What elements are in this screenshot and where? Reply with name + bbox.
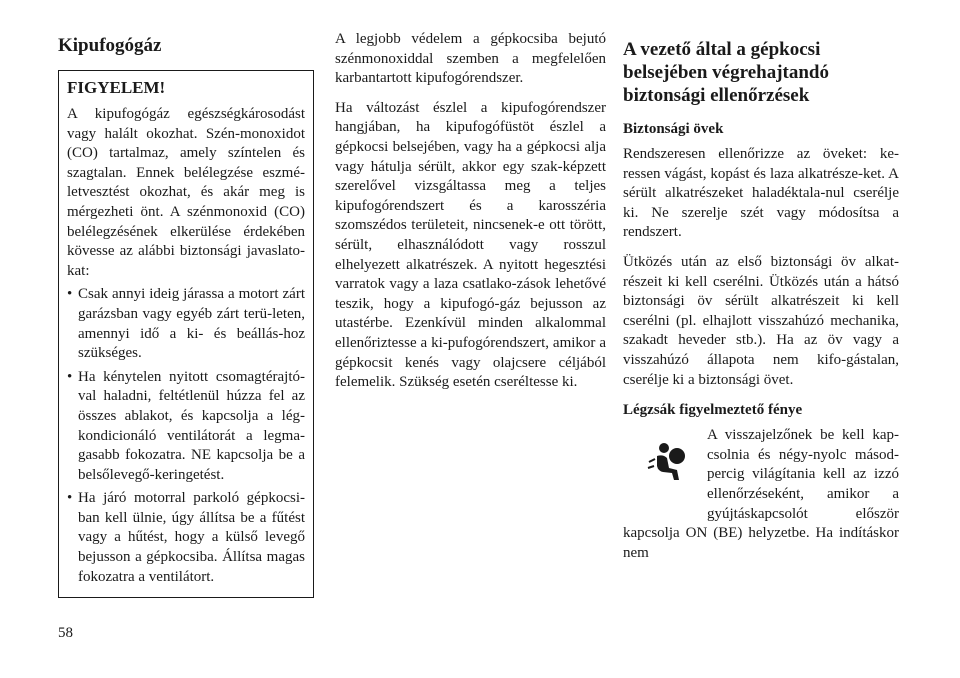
section-title-exhaust: Kipufogógáz — [58, 35, 162, 56]
airbag-paragraph: A visszajelzőnek be kell kap-csolnia és négy-nyolc másod-percig világítania kell az izzó ellenőrzéseként, amikor a gyújtáskapcsolót először kapcsolja ON (BE) helyzetbe. Ha indításkor nem — [623, 427, 899, 561]
paragraph: Rendszeresen ellenőrizze az öveket: ke-ressen vágást, kopást és laza alkatrésze-ket. A sérült alkatrészeket haladéktala-nul cserélje ki. Ne szerelje szét vagy módosítsa a rendszert. — [623, 146, 899, 241]
section-title-driver-checks: A vezető által a gépkocsi belsejében végrehajtandó biztonsági ellenőrzések — [623, 39, 829, 106]
warning-list — [67, 285, 305, 587]
paragraph: A legjobb védelem a gépkocsiba bejutó szénmonoxiddal szemben a megfelelően karbantartott kipufogórendszer. — [335, 31, 606, 87]
airbag-warning-icon — [623, 428, 707, 508]
warning-bullet: • Csak annyi ideig járassa a motort zárt garázsban vagy egyéb zárt terü-leten, amennyi idő a ki- és beállás-hoz szükséges. — [67, 285, 305, 363]
paragraph: Ha változást észlel a kipufogórendszer hangjában, ha kipufogófüstöt észlel a gépkocsi belsejében, vagy ha a gépkocsi alja vagy hátulja sérült, akkor egy szak-képzett szerelővel vizsgáltassa meg a teljes kipufogórendszert és a karosszéria szomszédos területeit, nincsenek-e ott törött, sérült, elhasználódott vagy rosszul elhelyezett alkatrészek. A nyitott hegesztési varratok vagy a laza csatlako-zások lehetővé teszik, hogy a kipufogó-gáz bejusson az utastérbe. Ezenkívül minden alkalommal ellenőriztesse a ki-pufogórendszert, amikor a gépkocsit kenés vagy olajcsere céljából felemelik. Szükség esetén cseréltesse ki. — [335, 99, 606, 391]
warning-box — [58, 70, 314, 598]
airbag-section — [623, 426, 899, 563]
warning-title: FIGYELEM! — [67, 78, 166, 97]
subheading-airbag-light: Légzsák figyelmeztető fénye — [623, 402, 803, 419]
right-column — [623, 30, 899, 573]
middle-column — [335, 30, 606, 403]
left-column — [58, 30, 314, 598]
warning-bullet: • Ha járó motorral parkoló gépkocsi-ban kell ülnie, úgy állítsa be a fűtést vagy a hűtést, hogy a külső levegő bejusson a gépkocsiba. Állítsa magas fokozatra a ventilátort. — [67, 489, 305, 587]
subheading-seatbelts: Biztonsági övek — [623, 121, 724, 137]
warning-intro: A kipufogógáz egészségkárosodást vagy halált okozhat. Szén-monoxidot (CO) tartalmaz, amely színtelen és szagtalan. Ennek belélegzése eszmé-letvesztést okozhat, és akár meg is mérgezheti önt. A szénmonoxid (CO) belélegzésének elkerülése érdekében kövesse az alábbi biztonsági javaslato-kat: — [67, 106, 305, 279]
paragraph: Ütközés után az első biztonsági öv alkat-részeit ki kell cserélni. Ütközés után a hátsó biztonsági öv sérült alkatrészeit ki kell cserélni (pl. elhajlott visszahúzó mechanika, szakadt heveder stb.). Ha az öv vagy a visszahúzó állapota nem kifo-gástalan, cserélje ki a biztonsági övet. — [623, 253, 899, 388]
page-number: 58 — [58, 625, 73, 641]
warning-bullet: • Ha kénytelen nyitott csomagtérajtó-val haladni, feltétlenül húzza fel az összes ablakot, és kapcsolja a lég-kondicionáló ventilátorát a legma-gasabb fokozatra. NE kapcsolja be a belsőlevegő-keringetést. — [67, 368, 305, 486]
